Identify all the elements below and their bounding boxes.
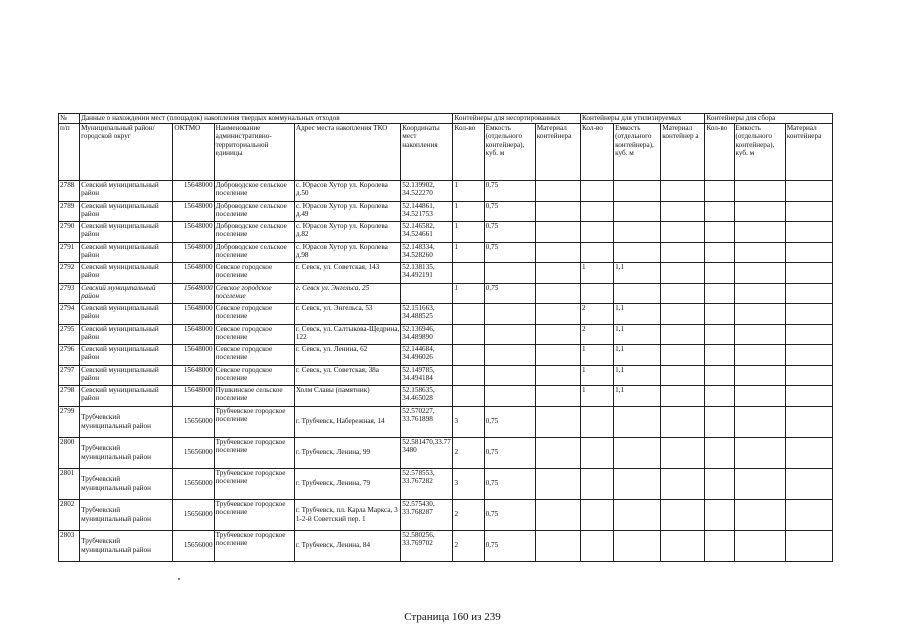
cell-num: 2793 bbox=[59, 283, 80, 304]
cell-address: с. Юрасов Хутор ул. Королева д.82 bbox=[294, 222, 400, 243]
cell-capacity-collect bbox=[734, 386, 785, 407]
cell-count-unsorted bbox=[453, 386, 484, 407]
cell-capacity-recycle: 1,1 bbox=[614, 365, 661, 386]
header-capacity-recycle: Емкость (отдельного контейнера), куб. м bbox=[614, 124, 661, 181]
cell-num: 2791 bbox=[59, 242, 80, 263]
cell-capacity-collect bbox=[734, 201, 785, 222]
cell-num: 2794 bbox=[59, 304, 80, 325]
cell-count-unsorted: 2 bbox=[453, 530, 484, 561]
cell-count-unsorted: 1 bbox=[453, 283, 484, 304]
cell-count-recycle: 2 bbox=[580, 324, 613, 345]
cell-capacity-collect bbox=[734, 222, 785, 243]
cell-settlement: Трубчевское городское поселение bbox=[214, 406, 294, 437]
cell-capacity-unsorted: 0,75 bbox=[484, 222, 535, 243]
cell-count-collect bbox=[705, 222, 734, 243]
cell-count-collect bbox=[705, 386, 734, 407]
header-material-recycle: Материал контейнер а bbox=[661, 124, 705, 181]
cell-num: 2796 bbox=[59, 345, 80, 366]
cell-count-recycle bbox=[580, 222, 613, 243]
cell-settlement: Доброводское сельское поселение bbox=[214, 201, 294, 222]
cell-material-collect bbox=[785, 242, 832, 263]
cell-material-unsorted bbox=[535, 468, 580, 499]
header-settlement: Наименование административно-территориальной единицы bbox=[214, 124, 294, 181]
cell-municipal: Севский муниципальный район bbox=[80, 365, 173, 386]
cell-count-collect bbox=[705, 437, 734, 468]
cell-material-collect bbox=[785, 365, 832, 386]
cell-coords: 52.575430, 33.768287 bbox=[401, 499, 453, 530]
table-row bbox=[59, 242, 833, 263]
cell-material-collect bbox=[785, 181, 832, 202]
cell-coords: 52.139902, 34.522270 bbox=[401, 181, 453, 202]
cell-municipal: Трубчевский муниципальный район bbox=[80, 530, 173, 561]
cell-municipal: Севский муниципальный район bbox=[80, 324, 173, 345]
cell-count-collect bbox=[705, 530, 734, 561]
header-capacity-unsorted: Емкость (отдельного контейнера), куб. м bbox=[484, 124, 535, 181]
cell-count-unsorted: 1 bbox=[453, 222, 484, 243]
cell-oktmo: 15648000 bbox=[173, 386, 214, 407]
table-row bbox=[59, 406, 833, 437]
cell-address: г. Севск ул. Энгельса, 25 bbox=[294, 283, 400, 304]
cell-capacity-unsorted: 0,75 bbox=[484, 201, 535, 222]
header-material-collect: Материал контейнера bbox=[785, 124, 832, 181]
cell-num: 2792 bbox=[59, 263, 80, 284]
cell-count-unsorted bbox=[453, 345, 484, 366]
cell-material-recycle bbox=[661, 263, 705, 284]
cell-count-recycle: 1 bbox=[580, 345, 613, 366]
cell-settlement: Доброводское сельское поселение bbox=[214, 222, 294, 243]
cell-count-collect bbox=[705, 499, 734, 530]
cell-count-recycle bbox=[580, 406, 613, 437]
table-row bbox=[59, 283, 833, 304]
cell-material-collect bbox=[785, 530, 832, 561]
cell-material-recycle bbox=[661, 304, 705, 325]
cell-oktmo: 15656000 bbox=[173, 406, 214, 437]
cell-num: 2789 bbox=[59, 201, 80, 222]
cell-address: с. Юрасов Хутор ул. Королева д.98 bbox=[294, 242, 400, 263]
cell-capacity-recycle bbox=[614, 181, 661, 202]
cell-settlement: Севское городское поселение bbox=[214, 365, 294, 386]
cell-settlement: Севское городское поселение bbox=[214, 304, 294, 325]
cell-count-unsorted: 1 bbox=[453, 242, 484, 263]
header-row-groups bbox=[59, 114, 833, 124]
cell-count-unsorted: 3 bbox=[453, 406, 484, 437]
cell-capacity-collect bbox=[734, 437, 785, 468]
cell-count-collect bbox=[705, 242, 734, 263]
cell-count-unsorted bbox=[453, 304, 484, 325]
cell-municipal: Севский муниципальный район bbox=[80, 201, 173, 222]
cell-material-recycle bbox=[661, 386, 705, 407]
cell-count-recycle bbox=[580, 530, 613, 561]
cell-capacity-collect bbox=[734, 468, 785, 499]
cell-oktmo: 15648000 bbox=[173, 283, 214, 304]
cell-municipal: Севский муниципальный район bbox=[80, 386, 173, 407]
cell-settlement: Трубчевское городское поселение bbox=[214, 530, 294, 561]
cell-oktmo: 15648000 bbox=[173, 263, 214, 284]
cell-capacity-unsorted bbox=[484, 263, 535, 284]
table-row bbox=[59, 499, 833, 530]
cell-count-collect bbox=[705, 304, 734, 325]
cell-coords: 52.144861, 34.521753 bbox=[401, 201, 453, 222]
cell-capacity-recycle bbox=[614, 242, 661, 263]
cell-material-recycle bbox=[661, 201, 705, 222]
cell-count-unsorted: 2 bbox=[453, 499, 484, 530]
scan-speck bbox=[178, 578, 180, 580]
cell-material-unsorted bbox=[535, 242, 580, 263]
cell-capacity-collect bbox=[734, 530, 785, 561]
cell-num: 2800 bbox=[59, 437, 80, 468]
cell-coords bbox=[401, 283, 453, 304]
cell-capacity-recycle bbox=[614, 437, 661, 468]
cell-settlement: Севское городское поселение bbox=[214, 324, 294, 345]
cell-material-unsorted bbox=[535, 201, 580, 222]
cell-settlement: Доброводское сельское поселение bbox=[214, 181, 294, 202]
cell-count-recycle bbox=[580, 468, 613, 499]
cell-num: 2795 bbox=[59, 324, 80, 345]
cell-num: 2797 bbox=[59, 365, 80, 386]
cell-count-recycle: 2 bbox=[580, 304, 613, 325]
cell-address: г. Севск, ул. Советская, 38а bbox=[294, 365, 400, 386]
header-group-recycle: Контейнеры для утилизируемых bbox=[580, 114, 704, 124]
cell-oktmo: 15648000 bbox=[173, 304, 214, 325]
cell-num: 2799 bbox=[59, 406, 80, 437]
cell-material-unsorted bbox=[535, 324, 580, 345]
cell-settlement: Пушкинское сельское поселение bbox=[214, 386, 294, 407]
cell-material-recycle bbox=[661, 530, 705, 561]
cell-count-unsorted: 1 bbox=[453, 181, 484, 202]
cell-coords: 52.144684, 34.496026 bbox=[401, 345, 453, 366]
header-material-unsorted: Материал контейнера bbox=[535, 124, 580, 181]
cell-settlement: Доброводское сельское поселение bbox=[214, 242, 294, 263]
header-location-group: Данные о нахождении мест (площадок) накопления твердых коммунальных отходов bbox=[80, 114, 453, 124]
cell-address: с. Юрасов Хутор ул. Королева д.50 bbox=[294, 181, 400, 202]
cell-municipal: Трубчевский муниципальный район bbox=[80, 499, 173, 530]
cell-capacity-unsorted: 0,75 bbox=[484, 530, 535, 561]
cell-coords: 52.146582, 34.524661 bbox=[401, 222, 453, 243]
cell-material-collect bbox=[785, 283, 832, 304]
cell-oktmo: 15648000 bbox=[173, 201, 214, 222]
cell-capacity-unsorted: 0,75 bbox=[484, 406, 535, 437]
cell-capacity-unsorted bbox=[484, 345, 535, 366]
table-row bbox=[59, 324, 833, 345]
cell-material-unsorted bbox=[535, 263, 580, 284]
cell-count-recycle bbox=[580, 437, 613, 468]
cell-capacity-collect bbox=[734, 345, 785, 366]
header-group-collect: Контейнеры для сбора bbox=[705, 114, 833, 124]
cell-capacity-collect bbox=[734, 304, 785, 325]
cell-capacity-unsorted: 0,75 bbox=[484, 437, 535, 468]
cell-count-collect bbox=[705, 468, 734, 499]
cell-capacity-recycle: 1,1 bbox=[614, 304, 661, 325]
cell-capacity-recycle bbox=[614, 468, 661, 499]
cell-capacity-collect bbox=[734, 263, 785, 284]
cell-material-collect bbox=[785, 345, 832, 366]
header-num: № bbox=[59, 114, 80, 124]
cell-municipal: Севский муниципальный район bbox=[80, 304, 173, 325]
cell-settlement: Трубчевское городское поселение bbox=[214, 468, 294, 499]
table-row bbox=[59, 437, 833, 468]
cell-oktmo: 15648000 bbox=[173, 181, 214, 202]
cell-count-unsorted: 1 bbox=[453, 201, 484, 222]
cell-material-recycle bbox=[661, 345, 705, 366]
cell-capacity-recycle: 1,1 bbox=[614, 345, 661, 366]
cell-capacity-unsorted: 0,75 bbox=[484, 181, 535, 202]
cell-capacity-recycle bbox=[614, 283, 661, 304]
cell-count-recycle: 1 bbox=[580, 365, 613, 386]
cell-material-unsorted bbox=[535, 406, 580, 437]
cell-capacity-unsorted: 0,75 bbox=[484, 499, 535, 530]
cell-count-collect bbox=[705, 345, 734, 366]
cell-material-unsorted bbox=[535, 283, 580, 304]
cell-address: с. Юрасов Хутор ул. Королева д.49 bbox=[294, 201, 400, 222]
cell-material-unsorted bbox=[535, 345, 580, 366]
cell-count-recycle bbox=[580, 283, 613, 304]
cell-municipal: Севский муниципальный район bbox=[80, 242, 173, 263]
cell-coords: 52.581470,33.773480 bbox=[401, 437, 453, 468]
table-row bbox=[59, 201, 833, 222]
cell-num: 2790 bbox=[59, 222, 80, 243]
cell-oktmo: 15648000 bbox=[173, 222, 214, 243]
table-row bbox=[59, 304, 833, 325]
cell-material-recycle bbox=[661, 283, 705, 304]
cell-coords: 52.570227, 33.761898 bbox=[401, 406, 453, 437]
cell-settlement: Трубчевское городское поселение bbox=[214, 437, 294, 468]
cell-material-recycle bbox=[661, 499, 705, 530]
cell-municipal: Севский муниципальный район bbox=[80, 345, 173, 366]
cell-count-recycle: 1 bbox=[580, 386, 613, 407]
cell-count-collect bbox=[705, 283, 734, 304]
cell-coords: 52.578553, 33.767282 bbox=[401, 468, 453, 499]
cell-capacity-unsorted bbox=[484, 324, 535, 345]
cell-municipal: Трубчевский муниципальный район bbox=[80, 406, 173, 437]
table-row bbox=[59, 181, 833, 202]
cell-material-collect bbox=[785, 222, 832, 243]
cell-capacity-recycle: 1,1 bbox=[614, 324, 661, 345]
cell-capacity-collect bbox=[734, 181, 785, 202]
cell-oktmo: 15648000 bbox=[173, 242, 214, 263]
cell-material-recycle bbox=[661, 437, 705, 468]
cell-capacity-recycle bbox=[614, 406, 661, 437]
cell-material-unsorted bbox=[535, 365, 580, 386]
cell-municipal: Севский муниципальный район bbox=[80, 263, 173, 284]
cell-material-collect bbox=[785, 437, 832, 468]
cell-capacity-collect bbox=[734, 283, 785, 304]
cell-oktmo: 15648000 bbox=[173, 365, 214, 386]
cell-settlement: Севское городское поселение bbox=[214, 345, 294, 366]
cell-coords: 52.138135, 34.492191 bbox=[401, 263, 453, 284]
cell-municipal: Севский муниципальный район bbox=[80, 222, 173, 243]
cell-capacity-recycle bbox=[614, 499, 661, 530]
table-row bbox=[59, 263, 833, 284]
header-oktmo: ОКТМО bbox=[173, 124, 214, 181]
cell-count-collect bbox=[705, 263, 734, 284]
cell-capacity-recycle: 1,1 bbox=[614, 386, 661, 407]
cell-material-collect bbox=[785, 406, 832, 437]
cell-municipal: Трубчевский муниципальный район bbox=[80, 468, 173, 499]
cell-settlement: Севское городское поселение bbox=[214, 263, 294, 284]
cell-oktmo: 15648000 bbox=[173, 324, 214, 345]
cell-material-unsorted bbox=[535, 304, 580, 325]
cell-count-collect bbox=[705, 406, 734, 437]
cell-capacity-unsorted bbox=[484, 304, 535, 325]
header-count-unsorted: Кол-во bbox=[453, 124, 484, 181]
cell-count-recycle bbox=[580, 181, 613, 202]
cell-material-recycle bbox=[661, 365, 705, 386]
cell-num: 2798 bbox=[59, 386, 80, 407]
page-number: Страница 160 из 239 bbox=[404, 611, 501, 623]
cell-material-collect bbox=[785, 304, 832, 325]
cell-material-collect bbox=[785, 263, 832, 284]
cell-address: г. Трубчевск, пл. Карла Маркса, 3 1-2-й Советский пер. 1 bbox=[294, 499, 400, 530]
cell-address: г. Севск, ул. Салтыкова-Щедрина, 122 bbox=[294, 324, 400, 345]
cell-material-recycle bbox=[661, 406, 705, 437]
cell-capacity-collect bbox=[734, 365, 785, 386]
header-address: Адрес места накопления ТКО bbox=[294, 124, 400, 181]
cell-material-unsorted bbox=[535, 437, 580, 468]
cell-capacity-recycle bbox=[614, 530, 661, 561]
cell-capacity-collect bbox=[734, 242, 785, 263]
cell-material-collect bbox=[785, 201, 832, 222]
cell-material-collect bbox=[785, 386, 832, 407]
cell-material-collect bbox=[785, 499, 832, 530]
cell-count-collect bbox=[705, 365, 734, 386]
header-coords: Координаты мест накопления bbox=[401, 124, 453, 181]
cell-oktmo: 15656000 bbox=[173, 499, 214, 530]
cell-count-recycle: 1 bbox=[580, 263, 613, 284]
cell-num: 2803 bbox=[59, 530, 80, 561]
cell-oktmo: 15656000 bbox=[173, 437, 214, 468]
header-pp: п/п bbox=[59, 124, 80, 181]
cell-capacity-unsorted: 0,75 bbox=[484, 468, 535, 499]
cell-num: 2801 bbox=[59, 468, 80, 499]
cell-address: г. Трубчевск, Набережная, 14 bbox=[294, 406, 400, 437]
cell-material-collect bbox=[785, 468, 832, 499]
table-row bbox=[59, 345, 833, 366]
cell-address: г. Трубчевск, Ленина, 84 bbox=[294, 530, 400, 561]
cell-municipal: Севский муниципальный район bbox=[80, 181, 173, 202]
cell-material-recycle bbox=[661, 468, 705, 499]
cell-capacity-recycle bbox=[614, 201, 661, 222]
cell-coords: 52.148334, 34.528260 bbox=[401, 242, 453, 263]
cell-capacity-unsorted bbox=[484, 386, 535, 407]
header-capacity-collect: Емкость (отдельного контейнера), куб. м bbox=[734, 124, 785, 181]
table-row bbox=[59, 386, 833, 407]
cell-count-unsorted bbox=[453, 263, 484, 284]
table-row bbox=[59, 222, 833, 243]
cell-oktmo: 15656000 bbox=[173, 468, 214, 499]
cell-material-unsorted bbox=[535, 386, 580, 407]
cell-capacity-unsorted: 0,75 bbox=[484, 283, 535, 304]
cell-num: 2788 bbox=[59, 181, 80, 202]
cell-municipal: Трубчевский муниципальный район bbox=[80, 437, 173, 468]
cell-count-recycle bbox=[580, 242, 613, 263]
cell-oktmo: 15656000 bbox=[173, 530, 214, 561]
cell-count-unsorted bbox=[453, 324, 484, 345]
cell-count-recycle bbox=[580, 499, 613, 530]
header-group-unsorted: Контейнеры для несортированных bbox=[453, 114, 580, 124]
cell-count-unsorted bbox=[453, 365, 484, 386]
cell-address: г. Севск, ул. Энгельса, 53 bbox=[294, 304, 400, 325]
cell-address: г. Трубчевск, Ленина, 99 bbox=[294, 437, 400, 468]
cell-settlement: Севское городское поселение bbox=[214, 283, 294, 304]
cell-capacity-collect bbox=[734, 499, 785, 530]
header-row-columns bbox=[59, 124, 833, 181]
cell-coords: 52.158635, 34.465028 bbox=[401, 386, 453, 407]
cell-count-collect bbox=[705, 181, 734, 202]
cell-material-unsorted bbox=[535, 181, 580, 202]
cell-capacity-unsorted bbox=[484, 365, 535, 386]
table-row bbox=[59, 530, 833, 561]
cell-count-recycle bbox=[580, 201, 613, 222]
cell-address: Холм Славы (памятник) bbox=[294, 386, 400, 407]
cell-count-collect bbox=[705, 324, 734, 345]
cell-material-recycle bbox=[661, 324, 705, 345]
cell-material-collect bbox=[785, 324, 832, 345]
cell-count-unsorted: 2 bbox=[453, 437, 484, 468]
cell-material-recycle bbox=[661, 222, 705, 243]
cell-coords: 52.136946, 34.489890 bbox=[401, 324, 453, 345]
cell-address: г. Трубчевск, Ленина, 79 bbox=[294, 468, 400, 499]
waste-sites-table bbox=[58, 113, 833, 562]
cell-capacity-unsorted: 0,75 bbox=[484, 242, 535, 263]
cell-coords: 52.580256, 33.769702 bbox=[401, 530, 453, 561]
table-row bbox=[59, 468, 833, 499]
cell-material-recycle bbox=[661, 242, 705, 263]
cell-capacity-recycle: 1,1 bbox=[614, 263, 661, 284]
cell-capacity-collect bbox=[734, 406, 785, 437]
cell-capacity-recycle bbox=[614, 222, 661, 243]
cell-address: г. Севск, ул. Ленина, 62 bbox=[294, 345, 400, 366]
cell-count-collect bbox=[705, 201, 734, 222]
cell-coords: 52.151663, 34.488525 bbox=[401, 304, 453, 325]
table-row bbox=[59, 365, 833, 386]
cell-coords: 52.149785, 34.494184 bbox=[401, 365, 453, 386]
cell-settlement: Трубчевское городское поселение bbox=[214, 499, 294, 530]
cell-material-unsorted bbox=[535, 530, 580, 561]
cell-num: 2802 bbox=[59, 499, 80, 530]
cell-oktmo: 15648000 bbox=[173, 345, 214, 366]
header-count-collect: Кол-во bbox=[705, 124, 734, 181]
cell-count-unsorted: 3 bbox=[453, 468, 484, 499]
cell-address: г. Севск, ул. Советская, 143 bbox=[294, 263, 400, 284]
cell-material-unsorted bbox=[535, 499, 580, 530]
cell-material-unsorted bbox=[535, 222, 580, 243]
header-count-recycle: Кол-во bbox=[580, 124, 613, 181]
cell-capacity-collect bbox=[734, 324, 785, 345]
cell-municipal: Севский муниципальный район bbox=[80, 283, 173, 304]
header-municipal: Муниципальный район/городской округ bbox=[80, 124, 173, 181]
cell-material-recycle bbox=[661, 181, 705, 202]
